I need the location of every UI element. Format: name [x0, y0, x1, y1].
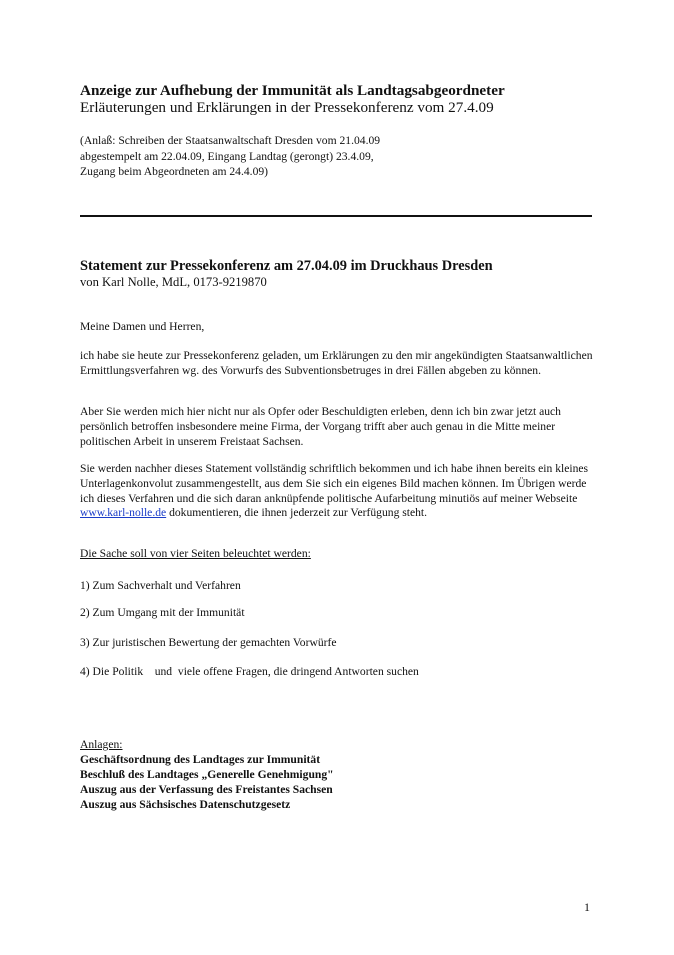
paragraph: ich habe sie heute zur Pressekonferenz geladen, um Erklärungen zu den mir angekündigten Staatsanwaltlichen Ermittlungsverfahren wg. des Vorwurfs des Subventionsbetruges in drei Fällen abgeben zu können.	[80, 349, 593, 377]
separator-line	[80, 202, 592, 226]
annex-item: Beschluß des Landtages „Generelle Genehmigung"	[80, 768, 334, 781]
paragraph-text: dokumentieren, die ihnen jederzeit zur Verfügung steht.	[166, 506, 428, 520]
annex-item: Geschäftsordnung des Landtages zur Immunität	[80, 753, 321, 766]
topics-heading: Die Sache soll von vier Seiten beleuchtet werden:	[80, 547, 311, 560]
occasion-line: abgestempelt am 22.04.09, Eingang Landtag (gerongt) 23.4.09,	[80, 149, 374, 163]
topic-item: 2) Zum Umgang mit der Immunität	[80, 606, 245, 619]
statement-author: von Karl Nolle, MdL, 0173-9219870	[80, 275, 267, 289]
annex-item: Auszug aus der Verfassung des Freistantes Sachsen	[80, 783, 333, 796]
annex-list	[80, 737, 600, 812]
document-title: Anzeige zur Aufhebung der Immunität als Landtagsabgeordneter	[80, 82, 505, 99]
topic-item: 3) Zur juristischen Bewertung der gemachten Vorwürfe	[80, 636, 337, 649]
document-subtitle: Erläuterungen und Erklärungen in der Pressekonferenz vom 27.4.09	[80, 99, 494, 116]
annex-item: Auszug aus Sächsisches Datenschutzgesetz	[80, 798, 291, 811]
paragraph: Aber Sie werden mich hier nicht nur als Opfer oder Beschuldigten erleben, denn ich bin zwar jetzt auch persönlich betroffen insbesondere meine Firma, der Vorgang trifft aber auch genau in die Mitte meiner politischen Arbeit in unserem Freistaat Sachsen.	[80, 405, 561, 448]
statement-title: Statement zur Pressekonferenz am 27.04.09 im Druckhaus Dresden	[80, 258, 493, 274]
website-link[interactable]: www.karl-nolle.de	[80, 506, 167, 520]
annex-heading: Anlagen:	[80, 738, 123, 751]
occasion-note	[80, 133, 600, 180]
paragraph-text: Sie werden nachher dieses Statement vollständig schriftlich bekommen und ich habe ihnen bereits ein kleines Unterlagenkonvolut zusammengestellt, aus dem Sie sich ein eigenes Bild machen können. Im Übrigen werde ich dieses Verfahren und die sich daran anknüpfende politische Aufarbeitung minutiös auf meiner Webseite	[80, 462, 589, 505]
occasion-line: (Anlaß: Schreiben der Staatsanwaltschaft Dresden vom 21.04.09	[80, 134, 381, 147]
greeting: Meine Damen und Herren,	[80, 320, 205, 333]
occasion-line: Zugang beim Abgeordneten am 24.4.09)	[80, 165, 269, 178]
page-number: 1	[584, 900, 590, 914]
topic-item: 4) Die Politik und viele offene Fragen, die dringend Antworten suchen	[80, 665, 419, 678]
paragraph-with-link	[80, 462, 600, 521]
topic-item: 1) Zum Sachverhalt und Verfahren	[80, 579, 241, 592]
